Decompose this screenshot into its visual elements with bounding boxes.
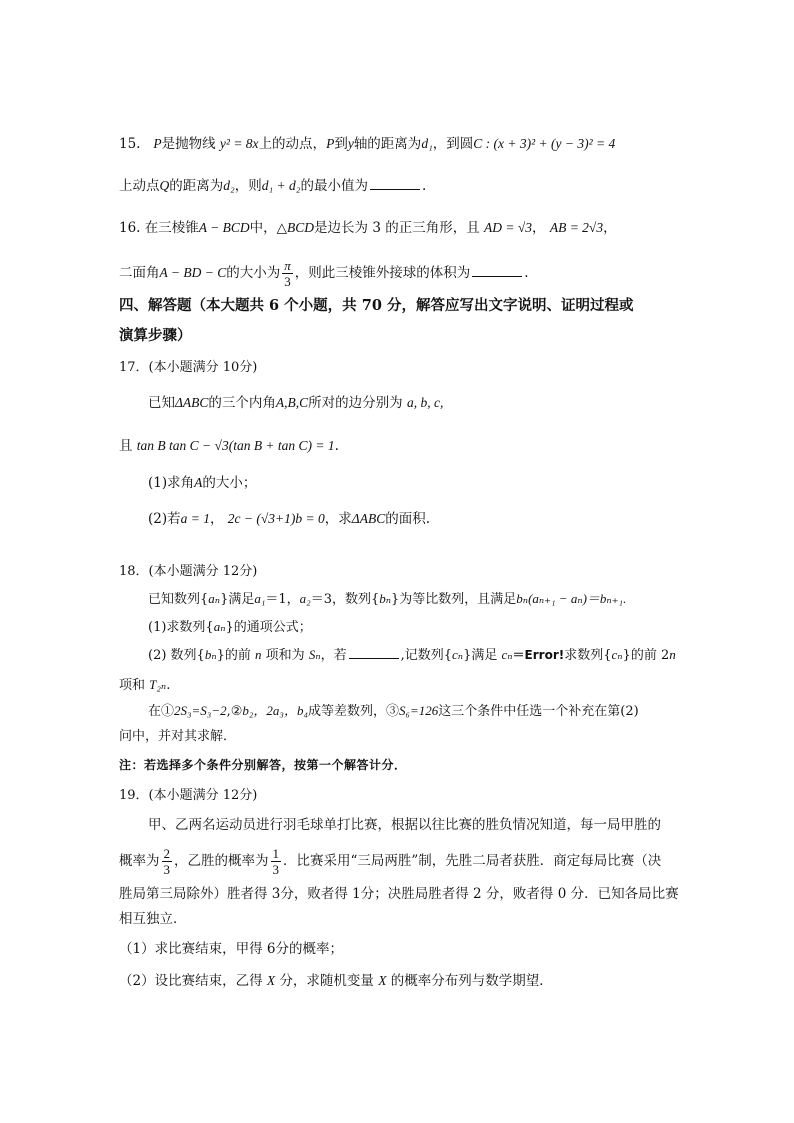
text: . xyxy=(421,178,427,194)
text: 的最小值为 xyxy=(300,178,368,194)
text: 在三棱锥 xyxy=(144,220,199,236)
a-eq: a = 1 xyxy=(180,511,210,526)
section-heading-line2: 演算步骤） xyxy=(119,327,192,344)
text: 所对的边分别为 xyxy=(308,395,403,411)
q18-part2 xyxy=(148,645,676,666)
error-text: ＝Error! xyxy=(512,648,565,662)
y-axis: y xyxy=(347,136,354,151)
text: ， xyxy=(603,220,617,236)
numerator: 1 xyxy=(272,846,279,861)
text: 项和 xyxy=(119,678,146,693)
text: ＝3，数列{ xyxy=(310,592,380,607)
q19-line3: 胜局第三局除外）胜者得 3分，败者得 1分；决胜局胜者得 2 分，败者得 0 分．已知各局比赛 xyxy=(119,886,679,902)
q18-line5: 问中，并对其求解． xyxy=(119,729,237,744)
text: 是边长为 3 的正三角形，且 xyxy=(314,220,480,236)
text: 分，求随机变量 xyxy=(279,973,374,989)
text: ，则 xyxy=(234,178,262,194)
sum-expr: d₁ + d₂ xyxy=(261,178,301,193)
ab-eq: AB = 2√3 xyxy=(549,220,604,235)
text: (2)若 xyxy=(148,511,181,527)
text: }满足 xyxy=(220,592,255,607)
text: ，到圆 xyxy=(432,136,474,152)
q19-header: 19．(本小题满分 12分) xyxy=(119,788,258,803)
text: }的通项公式； xyxy=(225,620,312,635)
text: 的面积. xyxy=(385,511,430,527)
q19-part1: （1）求比赛结束，甲得 6分的概率； xyxy=(119,941,343,957)
text: }为等比数列，且满足 xyxy=(391,592,517,607)
text: ,记数列{ xyxy=(400,648,453,663)
condition-3: S₆=126 xyxy=(398,703,439,718)
q19-part2 xyxy=(119,971,553,991)
numerator: 2 xyxy=(163,846,170,861)
q18-note: 注：若选择多个条件分别解答，按第一个解答计分． xyxy=(119,758,407,772)
q18-header: 18．(本小题满分 12分) xyxy=(119,564,258,579)
circle-eq: C : (x + 3)² + (y − 3)² = 4 xyxy=(473,136,616,151)
text: （2）设比赛结束，乙得 xyxy=(119,973,263,989)
text: 且 xyxy=(119,438,133,454)
bn: bₙ xyxy=(379,591,392,606)
ad-eq: AD = √3 xyxy=(484,220,533,235)
sides: a, b, c, xyxy=(406,395,444,410)
text: ．比赛采用“三局两胜”制，先胜二局者获胜．商定每局比赛（决 xyxy=(283,853,662,869)
text: 已知数列{ xyxy=(148,592,209,607)
relation: bₙ(aₙ₊₁ − aₙ)＝bₙ₊₁. xyxy=(516,591,627,606)
tan-equation: tan B tan C − √3(tan B + tan C) = 1 xyxy=(136,438,335,453)
point-p: P xyxy=(326,136,335,151)
text: 已知 xyxy=(148,395,175,411)
denominator: 3 xyxy=(284,274,291,289)
text: ， xyxy=(532,220,546,236)
denominator: 3 xyxy=(272,862,279,877)
text: ＝1， xyxy=(265,592,300,607)
q18-line3 xyxy=(119,675,170,696)
text: 中，△ xyxy=(249,220,288,236)
q15-line1 xyxy=(119,134,615,154)
text: 是抛物线 xyxy=(161,136,216,152)
text: 在① xyxy=(148,704,175,719)
text: 的距离为 xyxy=(169,178,224,194)
a2: a₂ xyxy=(299,591,311,606)
cn: cₙ xyxy=(501,647,513,662)
var-x: X xyxy=(266,973,276,988)
text: }的前 2 xyxy=(622,648,670,663)
an: aₙ xyxy=(213,619,226,634)
text: 轴的距离为 xyxy=(353,136,422,152)
text: 二面角 xyxy=(119,265,160,281)
q17-part2 xyxy=(148,509,430,529)
triangle-bcd: BCD xyxy=(287,220,315,235)
text: 上的动点， xyxy=(258,136,327,152)
text: (2) 数列{ xyxy=(148,648,205,663)
answer-blank xyxy=(472,264,522,277)
tetrahedron: A − BCD xyxy=(198,220,250,235)
d1: d₁ xyxy=(421,136,433,151)
fraction-1-3 xyxy=(271,846,282,877)
q17-line1 xyxy=(148,393,443,413)
fraction-2-3 xyxy=(162,846,173,877)
q16-line2 xyxy=(119,258,529,289)
angles: A,B,C xyxy=(275,395,309,410)
text: . xyxy=(166,678,171,693)
triangle-abc: ΔABC xyxy=(175,395,209,410)
var-x: X xyxy=(378,973,387,988)
condition-2: b₂，2a₃，b₄ xyxy=(242,703,308,718)
point-q: Q xyxy=(159,178,170,193)
text: }满足 xyxy=(463,648,498,663)
q15-line2 xyxy=(119,176,426,196)
denominator: 3 xyxy=(163,862,170,877)
n: n xyxy=(669,647,676,662)
text: . xyxy=(524,265,529,281)
point-p: P xyxy=(153,136,162,151)
text: ，乙胜的概率为 xyxy=(174,853,269,869)
section-heading-line1: 四、解答题（本大题共 6 个小题，共 70 分，解答应写出文字说明、证明过程或 xyxy=(119,297,634,314)
q18-line1 xyxy=(148,589,626,610)
linear-eq: 2c − (√3+1)b = 0 xyxy=(227,511,325,526)
triangle-abc: ΔABC xyxy=(351,511,386,526)
q19-line2 xyxy=(119,846,661,877)
text: }的前 xyxy=(216,648,251,663)
condition-1: 2S₃=S₃−2 xyxy=(174,703,227,718)
t2n: T₂ₙ xyxy=(149,677,167,692)
answer-blank xyxy=(370,177,420,190)
q16-number: 16. xyxy=(119,220,141,236)
bn: bₙ xyxy=(204,647,217,662)
condition-blank xyxy=(349,646,399,659)
numerator: π xyxy=(284,258,291,273)
q18-line4 xyxy=(148,701,639,722)
sn: Sₙ xyxy=(308,647,321,662)
q19-line4: 相互独立． xyxy=(119,911,187,927)
text: 的大小为 xyxy=(226,265,281,281)
text: ，若 xyxy=(320,648,347,663)
text: 到 xyxy=(334,136,348,152)
text: 这三个条件中任选一个补充在第(2) xyxy=(438,704,639,719)
q16-line1 xyxy=(119,218,617,238)
text: ，求 xyxy=(324,511,352,527)
cn: cₙ xyxy=(452,647,464,662)
q19-line1: 甲、乙两名运动员进行羽毛球单打比赛，根据以往比赛的胜负情况知道，每一局甲胜的 xyxy=(148,817,661,833)
q17-part1 xyxy=(148,473,256,493)
fraction-pi-3 xyxy=(282,258,293,289)
parabola-eq: y² = 8x xyxy=(219,136,259,151)
n: n xyxy=(255,647,262,662)
text: 求数列{ xyxy=(564,648,612,663)
text: (1)求数列{ xyxy=(148,620,214,635)
dihedral-angle: A − BD − C xyxy=(159,265,227,280)
text: ，则此三棱锥外接球的体积为 xyxy=(294,265,471,281)
a1: a₁ xyxy=(254,591,266,606)
d2: d₂ xyxy=(223,178,235,193)
an: aₙ xyxy=(208,591,221,606)
q17-header: 17．(本小题满分 10分) xyxy=(119,360,258,375)
text: 概率为 xyxy=(119,853,160,869)
text: 的概率分布列与数学期望． xyxy=(390,973,553,989)
q15-number: 15. xyxy=(119,136,141,152)
angle-a: A xyxy=(194,475,203,490)
text: ， xyxy=(210,511,224,527)
q17-line2 xyxy=(119,436,339,456)
text: 的三个内角 xyxy=(208,395,276,411)
text: 的大小； xyxy=(202,475,257,491)
text: 上动点 xyxy=(119,178,160,194)
cn: cₙ xyxy=(611,647,623,662)
text: 成等差数列，③ xyxy=(307,704,399,719)
q18-part1 xyxy=(148,617,312,638)
text: (1)求角 xyxy=(148,475,195,491)
text: . xyxy=(334,438,339,454)
text: 项和为 xyxy=(265,648,305,663)
text: ,② xyxy=(226,704,243,719)
